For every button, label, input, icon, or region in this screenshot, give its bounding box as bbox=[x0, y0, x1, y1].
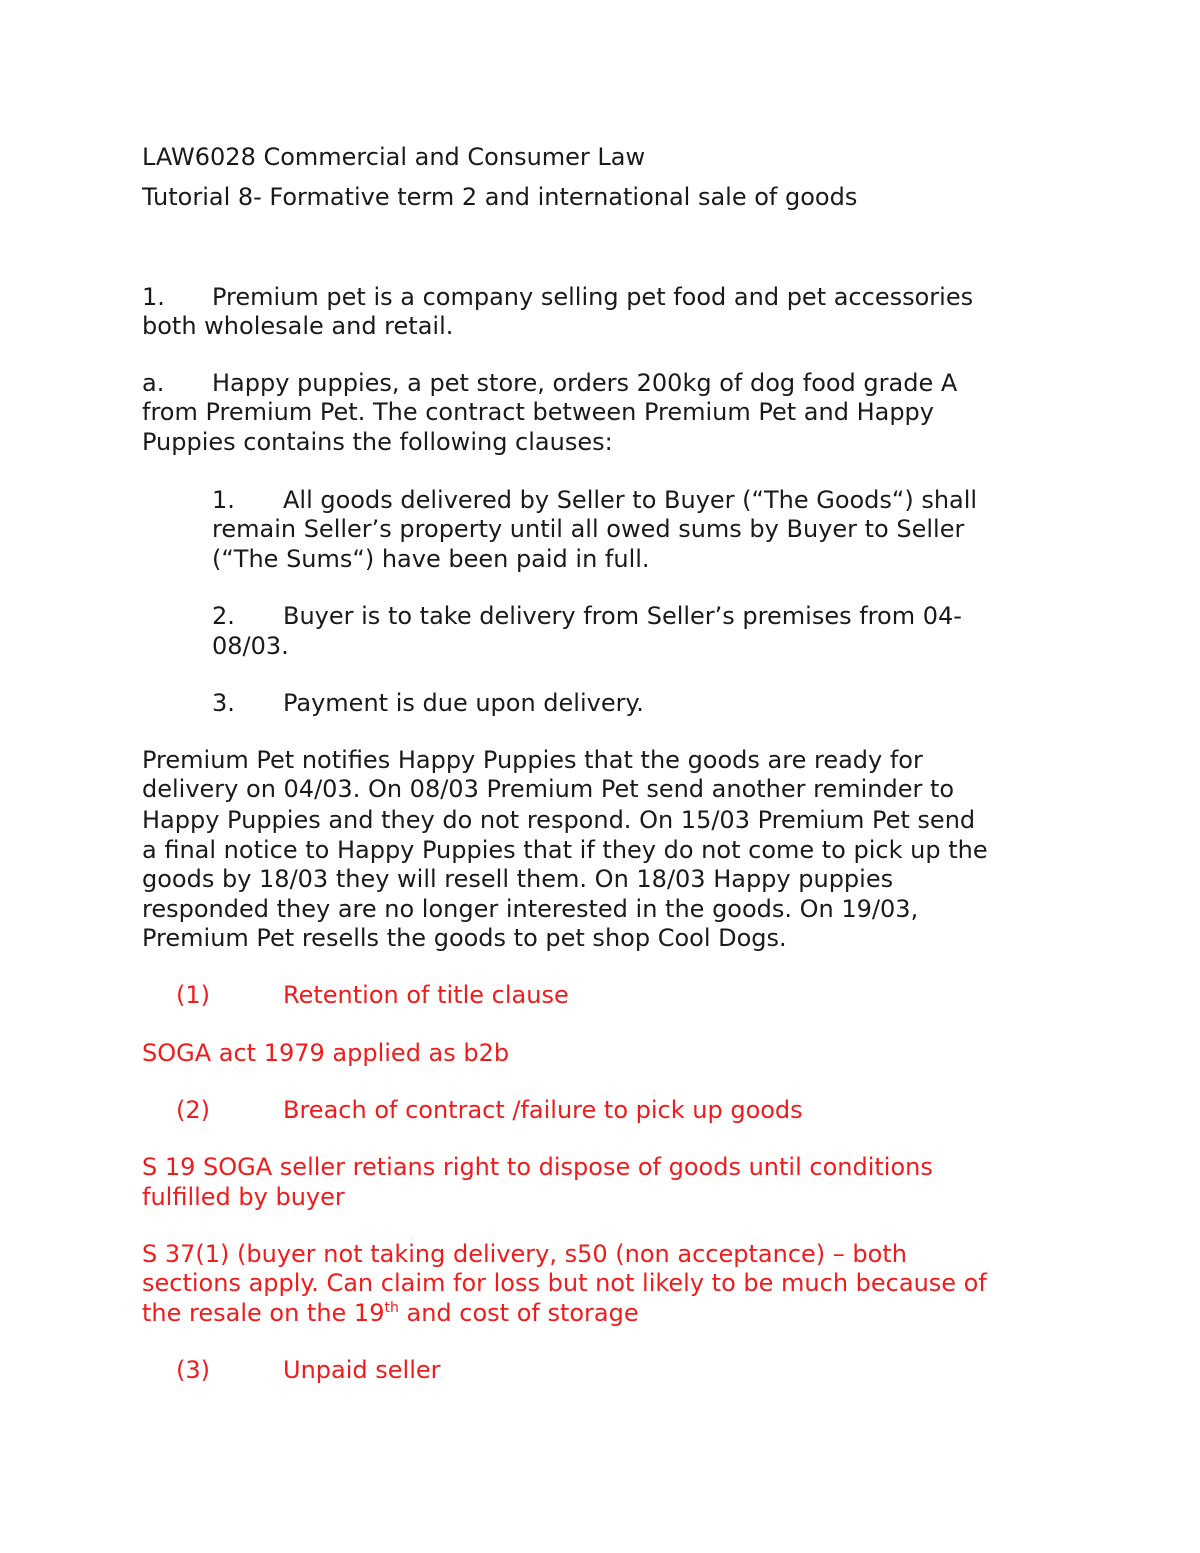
answer-note-s37-line-3-pre: the resale on the 19 bbox=[142, 1299, 385, 1327]
answer-note-s37-line-3-post: and cost of storage bbox=[398, 1299, 639, 1327]
answer-note-s37-line-3 bbox=[142, 1298, 639, 1328]
answer-heading-2-number: (2) bbox=[176, 1096, 210, 1124]
narrative-line-2: delivery on 04/03. On 08/03 Premium Pet send another reminder to bbox=[142, 775, 955, 803]
course-title: LAW6028 Commercial and Consumer Law bbox=[142, 143, 646, 171]
part-a-line-1: Happy puppies, a pet store, orders 200kg of dog food grade A bbox=[212, 369, 958, 397]
clause-3-number: 3. bbox=[212, 689, 235, 717]
narrative-line-5: goods by 18/03 they will resell them. On 18/03 Happy puppies bbox=[142, 865, 894, 893]
clause-2-line-2: 08/03. bbox=[212, 632, 289, 660]
narrative-line-7: Premium Pet resells the goods to pet shop Cool Dogs. bbox=[142, 924, 787, 952]
answer-heading-3-number: (3) bbox=[176, 1356, 210, 1384]
clause-1-line-1: All goods delivered by Seller to Buyer (“The Goods“) shall bbox=[283, 486, 978, 514]
part-a-line-3: Puppies contains the following clauses: bbox=[142, 428, 613, 456]
answer-heading-1-number: (1) bbox=[176, 981, 210, 1009]
ordinal-suffix: th bbox=[384, 1300, 399, 1316]
answer-heading-3: Unpaid seller bbox=[283, 1356, 441, 1384]
answer-heading-1: Retention of title clause bbox=[283, 981, 569, 1009]
answer-heading-2: Breach of contract /failure to pick up goods bbox=[283, 1096, 803, 1124]
answer-note-s37-line-2: sections apply. Can claim for loss but not likely to be much because of bbox=[142, 1269, 987, 1297]
question-1-number: 1. bbox=[142, 283, 165, 311]
answer-note-s19-line-1: S 19 SOGA seller retians right to dispose of goods until conditions bbox=[142, 1153, 933, 1181]
answer-note-s37-line-1: S 37(1) (buyer not taking delivery, s50 (non acceptance) – both bbox=[142, 1240, 907, 1268]
clause-2-line-1: Buyer is to take delivery from Seller’s premises from 04- bbox=[283, 602, 962, 630]
question-1-line-2: both wholesale and retail. bbox=[142, 312, 454, 340]
narrative-line-3: Happy Puppies and they do not respond. On 15/03 Premium Pet send bbox=[142, 806, 976, 834]
clause-3-line-1: Payment is due upon delivery. bbox=[283, 689, 644, 717]
tutorial-title: Tutorial 8- Formative term 2 and international sale of goods bbox=[142, 183, 858, 211]
narrative-line-4: a final notice to Happy Puppies that if they do not come to pick up the bbox=[142, 836, 988, 864]
narrative-line-1: Premium Pet notifies Happy Puppies that the goods are ready for bbox=[142, 746, 923, 774]
clause-1-number: 1. bbox=[212, 486, 235, 514]
answer-note-s19-line-2: fulfilled by buyer bbox=[142, 1183, 345, 1211]
answer-note-soga-act: SOGA act 1979 applied as b2b bbox=[142, 1039, 510, 1067]
clause-1-line-2: remain Seller’s property until all owed sums by Buyer to Seller bbox=[212, 515, 965, 543]
clause-1-line-3: (“The Sums“) have been paid in full. bbox=[212, 545, 650, 573]
part-a-label: a. bbox=[142, 369, 165, 397]
part-a-line-2: from Premium Pet. The contract between Premium Pet and Happy bbox=[142, 398, 934, 426]
narrative-line-6: responded they are no longer interested in the goods. On 19/03, bbox=[142, 895, 919, 923]
clause-2-number: 2. bbox=[212, 602, 235, 630]
question-1-line-1: Premium pet is a company selling pet food and pet accessories bbox=[212, 283, 974, 311]
